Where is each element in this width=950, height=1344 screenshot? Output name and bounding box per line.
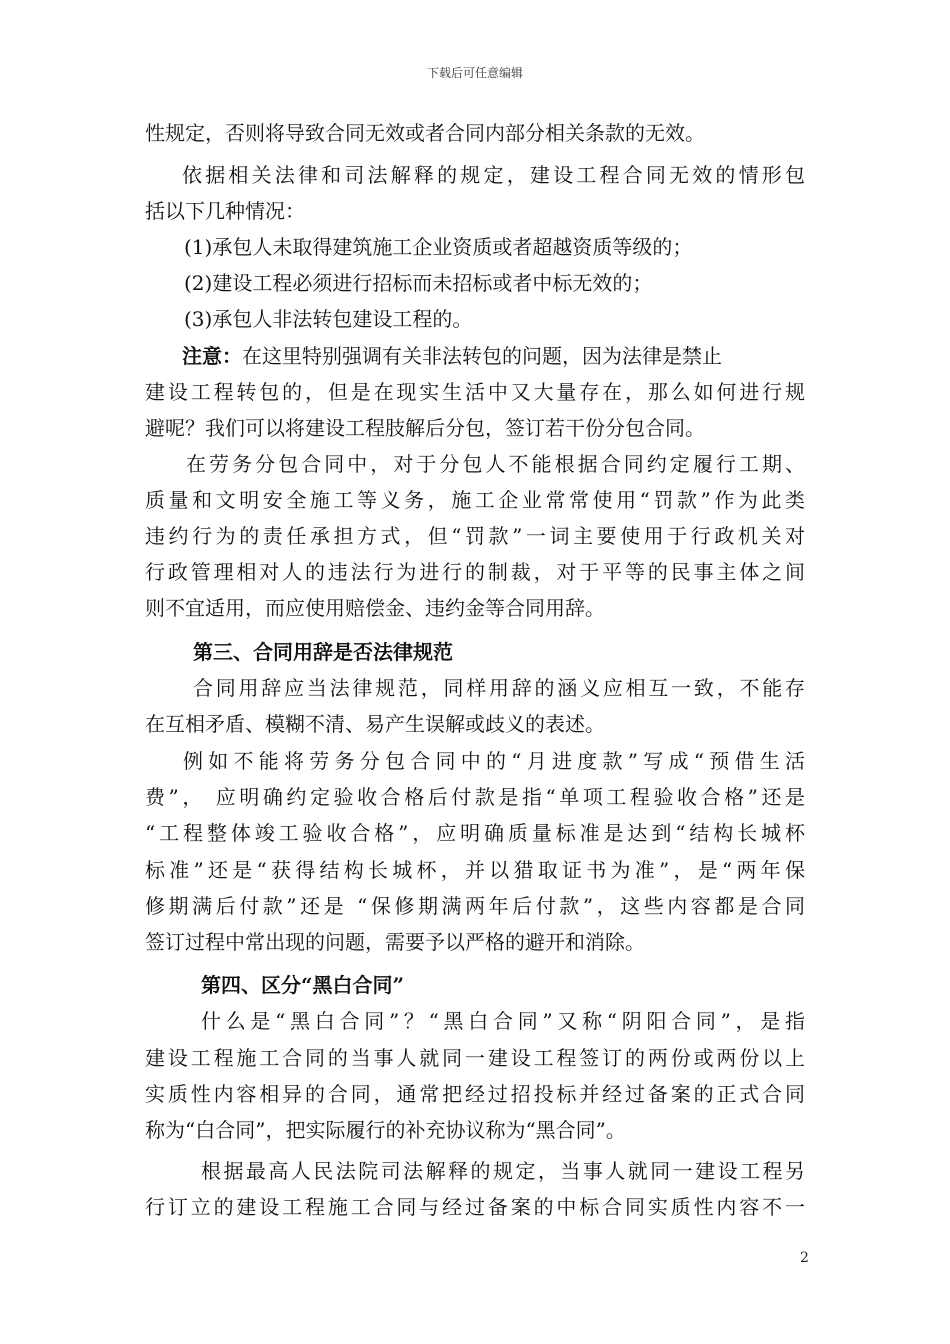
- paragraph-line: “工程整体竣工验收合格”，应明确质量标准是达到“结构长城杯: [145, 821, 805, 845]
- paragraph-line: 性规定，否则将导致合同无效或者合同内部分相关条款的无效。: [145, 121, 705, 145]
- paragraph-line: 根据最高人民法院司法解释的规定，当事人就同一建设工程另: [201, 1159, 805, 1183]
- page-header: 下载后可任意编辑: [426, 66, 523, 80]
- paragraph-line: 括以下几种情况：: [145, 199, 305, 223]
- list-item: (3)承包人非法转包建设工程的。: [184, 307, 473, 331]
- paragraph-line: 行政管理相对人的违法行为进行的制裁，对于平等的民事主体之间: [145, 560, 805, 584]
- section-heading: 第四、区分“黑白合同”: [201, 973, 405, 997]
- paragraph-line: 行订立的建设工程施工合同与经过备案的中标合同实质性内容不一: [145, 1195, 805, 1219]
- paragraph-line: 建设工程施工合同的当事人就同一建设工程签订的两份或两份以上: [145, 1046, 805, 1070]
- paragraph-line: 违约行为的责任承担方式，但“罚款”一词主要使用于行政机关对: [145, 524, 805, 548]
- paragraph-line: 避呢？我们可以将建设工程肢解后分包，签订若干份分包合同。: [145, 416, 705, 440]
- paragraph-line: 签订过程中常出现的问题，需要予以严格的避开和消除。: [145, 930, 645, 954]
- paragraph-line: 在互相矛盾、模糊不清、易产生误解或歧义的表述。: [145, 712, 605, 736]
- list-item: (2)建设工程必须进行招标而未招标或者中标无效的；: [184, 271, 653, 295]
- paragraph-line: 什么是“黑白合同”？“黑白合同”又称“阴阳合同”，是指: [201, 1009, 805, 1033]
- paragraph-line: 标准”还是“获得结构长城杯，并以猎取证书为准”，是“两年保: [145, 858, 805, 882]
- note-text: 在这里特别强调有关非法转包的问题，因为法律是禁止: [242, 344, 722, 368]
- paragraph-line: 合同用辞应当法律规范，同样用辞的涵义应相互一致，不能存: [193, 676, 805, 700]
- paragraph-line: 依据相关法律和司法解释的规定，建设工程合同无效的情形包: [182, 163, 805, 187]
- paragraph-line: 实质性内容相异的合同，通常把经过招投标并经过备案的正式合同: [145, 1082, 805, 1106]
- paragraph-line: 质量和文明安全施工等义务，施工企业常常使用“罚款”作为此类: [145, 488, 805, 512]
- paragraph-line: 例如不能将劳务分包合同中的“月进度款”写成“预借生活: [183, 749, 805, 773]
- section-heading: 第三、合同用辞是否法律规范: [193, 640, 453, 664]
- paragraph-line: 在劳务分包合同中，对于分包人不能根据合同约定履行工期、: [186, 452, 805, 476]
- list-item: (1)承包人未取得建筑施工企业资质或者超越资质等级的；: [184, 235, 693, 259]
- page-number: 2: [800, 1250, 809, 1266]
- paragraph-line: 费”， 应明确约定验收合格后付款是指“单项工程验收合格”还是: [145, 785, 805, 809]
- note-paragraph-line: [182, 341, 805, 371]
- paragraph-line: 则不宜适用，而应使用赔偿金、违约金等合同用辞。: [145, 596, 605, 620]
- note-label: 注意：: [182, 344, 242, 368]
- paragraph-line: 称为“白合同”，把实际履行的补充协议称为“黑合同”。: [145, 1118, 626, 1142]
- paragraph-line: 修期满后付款”还是 “保修期满两年后付款”，这些内容都是合同: [145, 894, 805, 918]
- paragraph-line: 建设工程转包的，但是在现实生活中又大量存在，那么如何进行规: [145, 380, 805, 404]
